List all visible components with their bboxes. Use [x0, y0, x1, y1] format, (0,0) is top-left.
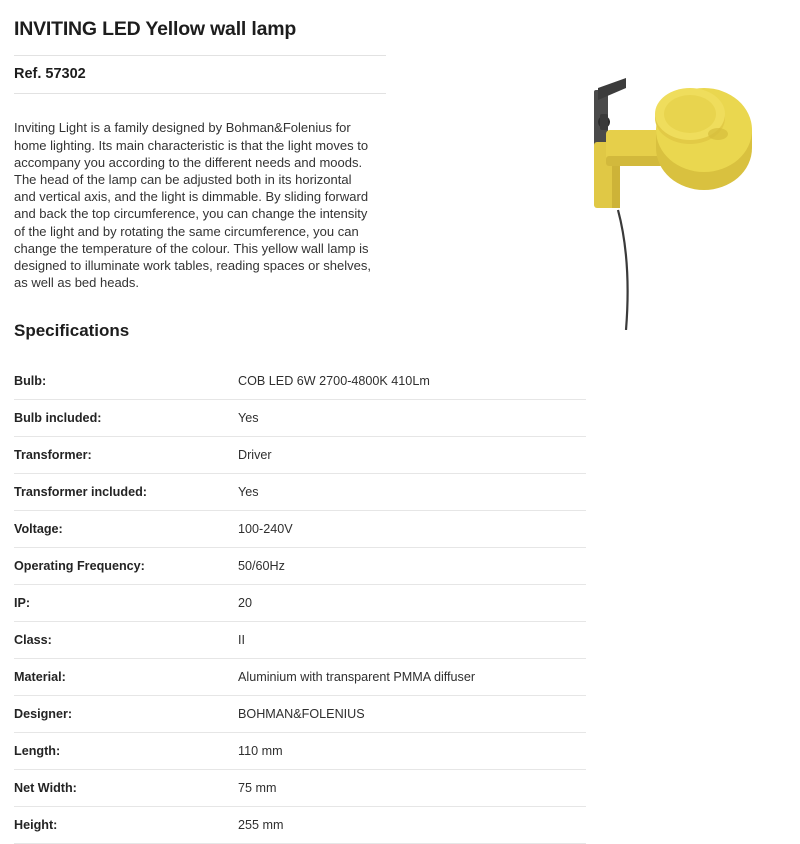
spec-value: 75 mm: [238, 781, 277, 796]
spec-value: COB LED 6W 2700-4800K 410Lm: [238, 374, 430, 389]
spec-value: 255 mm: [238, 818, 284, 833]
table-row: [14, 511, 586, 548]
page-title: INVITING LED Yellow wall lamp: [14, 18, 297, 40]
table-row: [14, 807, 586, 844]
table-row: [14, 622, 586, 659]
table-row: [14, 437, 586, 474]
spec-value: BOHMAN&FOLENIUS: [238, 707, 365, 722]
spec-value: Yes: [238, 411, 259, 426]
table-row: [14, 363, 586, 400]
spec-label: Operating Frequency:: [14, 559, 145, 574]
spec-value: Yes: [238, 485, 259, 500]
reference-divider: [14, 93, 386, 94]
spec-value: 50/60Hz: [238, 559, 285, 574]
spec-value: Driver: [238, 448, 272, 463]
table-row: [14, 659, 586, 696]
table-row: [14, 770, 586, 807]
spec-label: Designer:: [14, 707, 73, 722]
table-row: [14, 548, 586, 585]
spec-value: 100-240V: [238, 522, 293, 537]
specifications-heading: Specifications: [14, 321, 130, 341]
table-row: [14, 474, 586, 511]
spec-value: 110 mm: [238, 744, 283, 759]
spec-value: 20: [238, 596, 253, 611]
spec-label: IP:: [14, 596, 31, 611]
table-row: [14, 696, 586, 733]
cable-icon: [618, 210, 628, 330]
table-row: [14, 733, 586, 770]
spec-label: Length:: [14, 744, 61, 759]
spec-label: Class:: [14, 633, 52, 648]
spec-label: Voltage:: [14, 522, 63, 537]
spec-value: Aluminium with transparent PMMA diffuser: [238, 670, 476, 685]
product-info-column: [14, 18, 386, 291]
spec-label: Material:: [14, 670, 66, 685]
specifications-table: [14, 363, 586, 844]
spec-label: Transformer included:: [14, 485, 147, 500]
spec-label: Bulb included:: [14, 411, 102, 426]
spec-label: Transformer:: [14, 448, 92, 463]
product-reference: Ref. 57302: [14, 66, 86, 83]
product-description: Inviting Light is a family designed by Bohman&Folenius for home lighting. Its main characteristic is that the light moves to accompany you according to the different needs and moods. The head of the lamp can be adjusted both in its horizontal and vertical axis, and the light is dimmable. By sliding forward and back the top circumference, you can change the intensity of the light and by rotating the same circumference, you can change the temperature of the colour. This yellow wall lamp is designed to illuminate work tables, reading spaces or shelves, as well as bed heads.: [14, 120, 371, 291]
specifications-table-body: [14, 363, 586, 844]
spec-value: II: [238, 633, 245, 648]
spec-label: Bulb:: [14, 374, 47, 389]
table-row: [14, 585, 586, 622]
spec-label: Height:: [14, 818, 58, 833]
product-image: [522, 30, 782, 330]
spec-label: Net Width:: [14, 781, 77, 796]
table-row: [14, 400, 586, 437]
